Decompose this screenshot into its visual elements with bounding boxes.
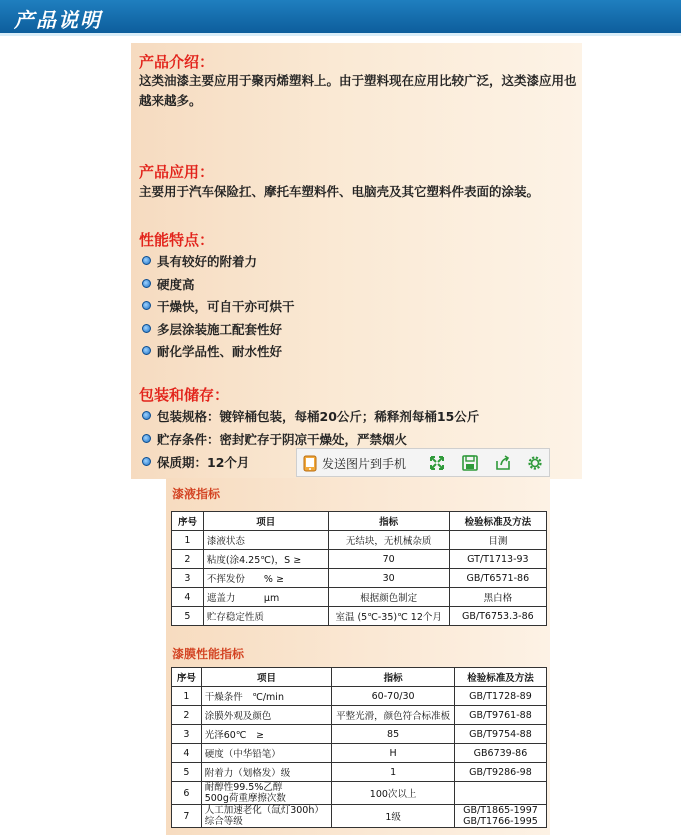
gear-icon[interactable]: [525, 453, 545, 473]
table-cell: 粘度(涂4.25℃)，S ≥: [203, 550, 328, 569]
bullet-icon: [142, 256, 151, 265]
table-row: [172, 569, 547, 588]
table-header-row: [172, 512, 547, 531]
send-to-phone-label: 发送图片到手机: [322, 456, 407, 471]
table-cell: H: [332, 744, 455, 763]
table-header-cell: 检验标准及方法: [454, 668, 546, 687]
table-cell: 7: [172, 805, 202, 828]
table-cell: 1级: [332, 805, 455, 828]
table-cell: 无结块，无机械杂质: [328, 531, 449, 550]
packaging-item: 保质期：12个月: [142, 453, 249, 471]
table-header-row: [172, 668, 547, 687]
table-cell: 附着力（划格发）级: [201, 763, 332, 782]
table-cell: GB/T6753.3-86: [449, 607, 546, 626]
table-cell: 1: [172, 687, 202, 706]
table-row: [172, 531, 547, 550]
feature-item: 干燥快，可自干亦可烘干: [142, 297, 295, 315]
table-cell: GB6739-86: [454, 744, 546, 763]
table-cell: 平整光滑，颜色符合标准板: [332, 706, 455, 725]
table-cell: 硬度（中华铅笔）: [201, 744, 332, 763]
table-cell: 干燥条件 ℃/min: [201, 687, 332, 706]
table-header-cell: 指标: [328, 512, 449, 531]
table-cell: [454, 782, 546, 805]
save-icon[interactable]: [460, 453, 480, 473]
table-cell: 贮存稳定性质: [203, 607, 328, 626]
image-toolbar: [296, 448, 550, 477]
table-cell: 70: [328, 550, 449, 569]
intro-body: 这类油漆主要应用于聚丙烯塑料上。由于塑料现在应用比较广泛，这类漆应用也越来越多。: [139, 73, 577, 108]
table-cell: 85: [332, 725, 455, 744]
bullet-icon: [142, 434, 151, 443]
table-row: [172, 588, 547, 607]
table-cell: 3: [172, 569, 204, 588]
table-cell: GB/T9754-88: [454, 725, 546, 744]
bullet-icon: [142, 346, 151, 355]
feature-item: 耐化学品性、耐水性好: [142, 342, 282, 360]
application-body: 主要用于汽车保险扛、摩托车塑料件、电脑壳及其它塑料件表面的涂装。: [139, 184, 540, 199]
send-to-phone-button[interactable]: [303, 453, 406, 473]
packaging-title: 包装和储存：: [139, 386, 230, 404]
feature-item: 具有较好的附着力: [142, 252, 257, 270]
table-cell: 2: [172, 706, 202, 725]
table-row: [172, 706, 547, 725]
liquid-spec-table: [171, 511, 547, 626]
table-cell: 1: [172, 531, 204, 550]
packaging-item: 贮存条件：密封贮存于阴凉干燥处，严禁烟火: [142, 430, 407, 448]
film-table-title: 漆膜性能指标: [172, 647, 245, 661]
table-cell: 光泽60℃ ≥: [201, 725, 332, 744]
table-cell: 漆液状态: [203, 531, 328, 550]
table-cell: 3: [172, 725, 202, 744]
table-row: [172, 725, 547, 744]
table-cell: 室温 (5℃-35)℃ 12个月: [328, 607, 449, 626]
table-cell: GB/T1728-89: [454, 687, 546, 706]
table-header-cell: 序号: [172, 668, 202, 687]
table-row: [172, 782, 547, 805]
phone-icon: [303, 455, 317, 472]
table-cell: 30: [328, 569, 449, 588]
table-cell: GB/T1865-1997 GB/T1766-1995: [454, 805, 546, 828]
table-header-cell: 项目: [203, 512, 328, 531]
table-cell: 5: [172, 763, 202, 782]
table-row: [172, 805, 547, 828]
film-spec-table: [171, 667, 547, 828]
table-row: [172, 763, 547, 782]
table-cell: GB/T9761-88: [454, 706, 546, 725]
table-cell: 5: [172, 607, 204, 626]
table-cell: 黑白格: [449, 588, 546, 607]
bullet-icon: [142, 301, 151, 310]
table-cell: 2: [172, 550, 204, 569]
liquid-table-title: 漆液指标: [172, 487, 221, 501]
table-row: [172, 687, 547, 706]
table-cell: GT/T1713-93: [449, 550, 546, 569]
table-cell: 6: [172, 782, 202, 805]
bullet-icon: [142, 411, 151, 420]
table-cell: GB/T6571-86: [449, 569, 546, 588]
table-row: [172, 744, 547, 763]
spec-tables-panel: [166, 478, 550, 835]
feature-item: 多层涂装施工配套性好: [142, 320, 282, 338]
table-cell: 根据颜色制定: [328, 588, 449, 607]
header-divider: [0, 33, 681, 36]
table-cell: 目测: [449, 531, 546, 550]
table-cell: 遮盖力 μm: [203, 588, 328, 607]
bullet-icon: [142, 279, 151, 288]
features-title: 性能特点：: [139, 231, 215, 249]
table-row: [172, 607, 547, 626]
table-header-cell: 检验标准及方法: [449, 512, 546, 531]
fullscreen-icon[interactable]: [427, 453, 447, 473]
share-icon[interactable]: [493, 453, 513, 473]
table-cell: 人工加速老化（氙灯300h） 综合等级: [201, 805, 332, 828]
bullet-icon: [142, 324, 151, 333]
header-title: 产品说明: [14, 8, 102, 32]
table-cell: 耐醇性99.5%乙醇 500g荷重摩擦次数: [201, 782, 332, 805]
table-cell: 涂膜外观及颜色: [201, 706, 332, 725]
table-header-cell: 项目: [201, 668, 332, 687]
table-header-cell: 指标: [332, 668, 455, 687]
packaging-item: 包装规格：镀锌桶包装，每桶20公斤；稀释剂每桶15公斤: [142, 407, 479, 425]
header-bar: [0, 0, 681, 33]
table-cell: 1: [332, 763, 455, 782]
table-row: [172, 550, 547, 569]
intro-title: 产品介绍：: [139, 53, 215, 71]
table-cell: GB/T9286-98: [454, 763, 546, 782]
table-cell: 4: [172, 588, 204, 607]
table-cell: 4: [172, 744, 202, 763]
feature-item: 硬度高: [142, 275, 195, 293]
table-cell: 不挥发份 % ≥: [203, 569, 328, 588]
table-header-cell: 序号: [172, 512, 204, 531]
application-title: 产品应用：: [139, 163, 215, 181]
table-cell: 60-70/30: [332, 687, 455, 706]
product-description-panel: [131, 43, 582, 479]
table-cell: 100次以上: [332, 782, 455, 805]
bullet-icon: [142, 457, 151, 466]
